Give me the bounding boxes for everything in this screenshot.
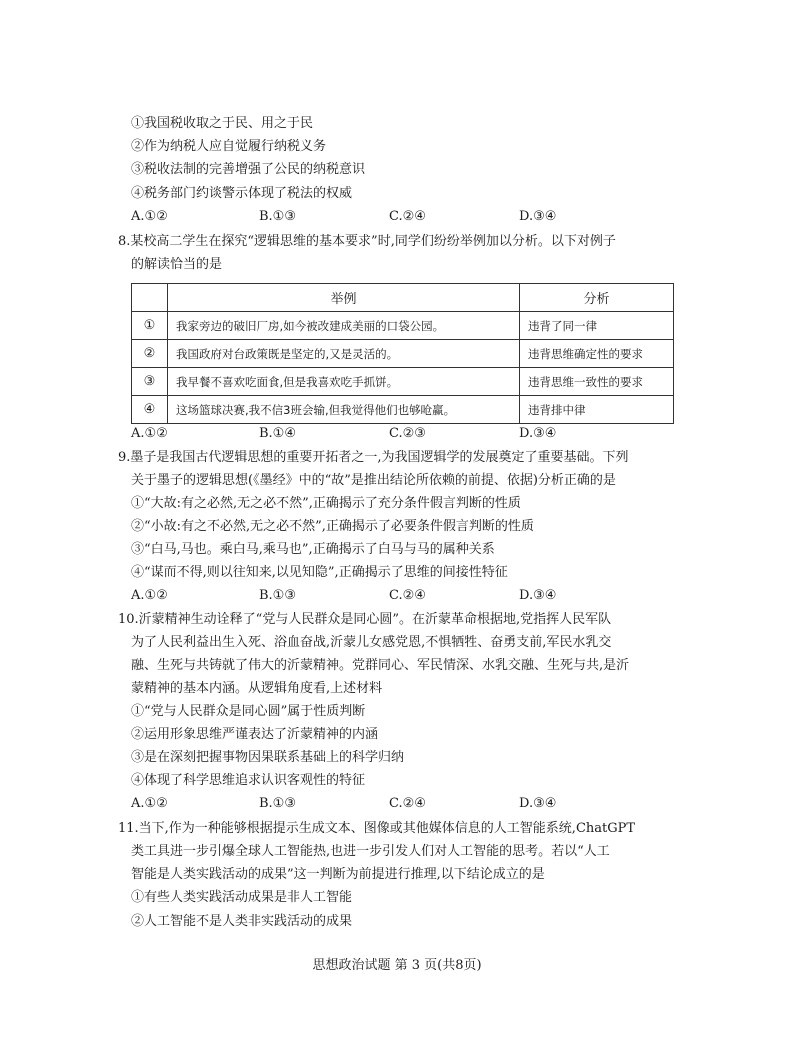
- q8-option-b: B.①④: [259, 426, 296, 441]
- q8-table: [131, 283, 674, 424]
- q8-stem-line-1: 8.某校高二学生在探究“逻辑思维的基本要求”时,同学们纷纷举例加以分析。以下对例子: [118, 234, 616, 249]
- q8-table-header-row: [132, 284, 674, 312]
- q8-option-a: A.①②: [131, 426, 168, 441]
- q7-option-b: B.①③: [259, 209, 296, 224]
- q8-row-example: 我家旁边的破旧厂房,如今被改建成美丽的口袋公园。: [168, 312, 520, 340]
- q8-row-number: ④: [132, 396, 168, 424]
- q7-option-a: A.①②: [131, 209, 168, 224]
- q7-item-1: ①我国税收取之于民、用之于民: [131, 116, 314, 131]
- q10-options: [131, 793, 691, 815]
- q9-option-b: B.①③: [259, 588, 296, 603]
- q10-stem-line-2: 为了人民利益出生入死、浴血奋战,沂蒙儿女感党恩,不惧牺牲、奋勇支前,军民水乳交: [131, 635, 612, 650]
- page-footer: 思想政治试题 第 3 页(共8页): [312, 958, 482, 973]
- q9-item-1: ①“大故:有之必然,无之必不然”,正确揭示了充分条件假言判断的性质: [131, 496, 521, 511]
- q8-option-d: D.③④: [519, 426, 557, 441]
- q8-row-example: 这场篮球决赛,我不信3班会输,但我觉得他们也够呛赢。: [168, 396, 520, 424]
- q10-item-2: ②运用形象思维严谨表达了沂蒙精神的内涵: [131, 727, 379, 742]
- q7-option-d: D.③④: [519, 209, 557, 224]
- q8-header-number: [132, 284, 168, 312]
- q8-option-c: C.②③: [389, 426, 426, 441]
- q8-header-analysis: 分析: [520, 284, 674, 312]
- q11-item-2: ②人工智能不是人类非实践活动的成果: [131, 914, 353, 929]
- q11-stem-line-3: 智能是人类实践活动的成果”这一判断为前提进行推理,以下结论成立的是: [131, 867, 545, 882]
- q8-options: [131, 423, 691, 445]
- table-row: [132, 368, 674, 396]
- q9-option-d: D.③④: [519, 588, 557, 603]
- table-row: [132, 340, 674, 368]
- q8-row-analysis: 违背思维确定性的要求: [520, 340, 674, 368]
- q8-row-analysis: 违背了同一律: [520, 312, 674, 340]
- q11-item-1: ①有些人类实践活动成果是非人工智能: [131, 890, 353, 905]
- q10-stem-line-1: 10.沂蒙精神生动诠释了“党与人民群众是同心圆”。在沂蒙革命根据地,党指挥人民军队: [118, 612, 612, 627]
- q8-stem-line-2: 的解读恰当的是: [131, 257, 223, 272]
- q10-stem-line-3: 融、生死与共铸就了伟大的沂蒙精神。党群同心、军民情深、水乳交融、生死与共,是沂: [131, 658, 630, 673]
- q9-option-a: A.①②: [131, 588, 168, 603]
- q10-option-d: D.③④: [519, 796, 557, 811]
- q9-item-2: ②“小故:有之不必然,无之必不然”,正确揭示了必要条件假言判断的性质: [131, 519, 534, 534]
- q8-row-example: 我国政府对台政策既是坚定的,又是灵活的。: [168, 340, 520, 368]
- q9-stem-line-2: 关于墨子的逻辑思想(《墨经》中的“故”是推出结论所依赖的前提、依据)分析正确的是: [131, 473, 616, 488]
- q9-options: [131, 585, 691, 607]
- q8-header-example: 举例: [168, 284, 520, 312]
- q9-option-c: C.②④: [389, 588, 426, 603]
- q11-stem-line-2: 类工具进一步引爆全球人工智能热,也进一步引发人们对人工智能的思考。若以“人工: [131, 844, 610, 859]
- q11-stem-line-1: 11.当下,作为一种能够根据提示生成文本、图像或其他媒体信息的人工智能系统,ChatGPT: [118, 821, 636, 836]
- q10-item-1: ①“党与人民群众是同心圆”属于性质判断: [131, 704, 366, 719]
- table-row: [132, 312, 674, 340]
- q9-item-4: ④“谋而不得,则以往知来,以见知隐”,正确揭示了思维的间接性特征: [131, 565, 508, 580]
- q8-row-number: ①: [132, 312, 168, 340]
- q7-options: [131, 206, 691, 228]
- q7-option-c: C.②④: [389, 209, 426, 224]
- q8-row-number: ②: [132, 340, 168, 368]
- q10-option-a: A.①②: [131, 796, 168, 811]
- q9-stem-line-1: 9.墨子是我国古代逻辑思想的重要开拓者之一,为我国逻辑学的发展奠定了重要基础。下列: [118, 450, 629, 465]
- q10-item-4: ④体现了科学思维追求认识客观性的特征: [131, 773, 366, 788]
- q8-row-analysis: 违背排中律: [520, 396, 674, 424]
- q10-option-c: C.②④: [389, 796, 426, 811]
- q9-item-3: ③“白马,马也。乘白马,乘马也”,正确揭示了白马与马的属种关系: [131, 542, 495, 557]
- q8-row-example: 我早餐不喜欢吃面食,但是我喜欢吃手抓饼。: [168, 368, 520, 396]
- q7-item-2: ②作为纳税人应自觉履行纳税义务: [131, 139, 327, 154]
- q10-option-b: B.①③: [259, 796, 296, 811]
- q7-item-3: ③税收法制的完善增强了公民的纳税意识: [131, 162, 366, 177]
- q10-item-3: ③是在深刻把握事物因果联系基础上的科学归纳: [131, 750, 405, 765]
- q10-stem-line-4: 蒙精神的基本内涵。从逻辑角度看,上述材料: [131, 681, 383, 696]
- table-row: [132, 396, 674, 424]
- q8-row-number: ③: [132, 368, 168, 396]
- q8-row-analysis: 违背思维一致性的要求: [520, 368, 674, 396]
- q7-item-4: ④税务部门约谈警示体现了税法的权威: [131, 186, 353, 201]
